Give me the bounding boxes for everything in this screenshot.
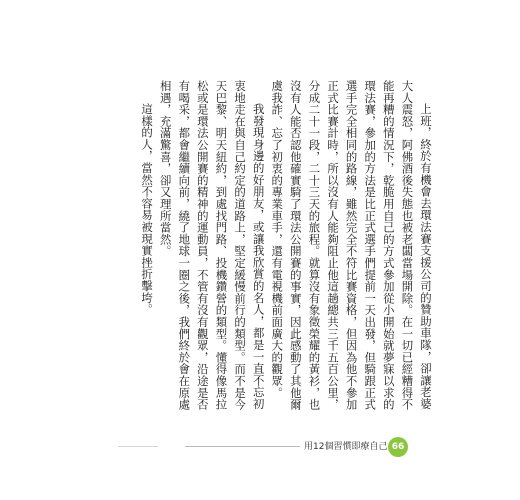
paragraph: 我發現身邊的好朋友，或讓我欣賞的名人，都是一直不忘初衷地走在與自己約定的道路上，堅定緩慢前行的類型。而不是今天巴黎、明天紐約，到處找門路、投機鑽營的類型。懂得像馬拉松或是環法公開賽的精神的運動員，不管有沒有觀眾，沿途是否有喝采，都會繼續向前，繞了地球一圈之後，我們終於會在原處相遇，充滿驚喜，卻又理所當然。 <box>158 80 266 411</box>
vertical-text-body <box>140 80 435 418</box>
paragraph: 上班，終於有機會去環法賽支援公司的贊助車隊，卻讓老婆大人震怒，阿佛酒後失態也被老闆當場開除。在一切已經糟得不能再糟的情況下，乾脆用自己的方式參加從小開始就夢寐以求的環法賽，參加的方法是比正式選手們提前一天出發，但騎跟正式選手完全相同的路線，雖然完全不符比賽資格，但因為他不參加正式比賽計時，所以沒有人能夠阻止他這趟總共三千五百公里，分成二十一段，二十三天的旅程。就算沒有象徵榮耀的黃衫，也沒有人能否認他確實騎了環法公開賽的事實，因此感動了其他爾虞我詐、忘了初衷的專業車手，還有電視機前面廣大的觀眾。 <box>270 80 433 411</box>
page-footer <box>0 437 520 457</box>
paragraph: 這樣的人，當然不容易被現實挫折擊垮。 <box>140 102 155 316</box>
page-number-badge: 66 <box>388 437 408 457</box>
footer-rule-left <box>118 446 158 447</box>
running-title: 用12個習慣即療自己 <box>300 440 391 454</box>
